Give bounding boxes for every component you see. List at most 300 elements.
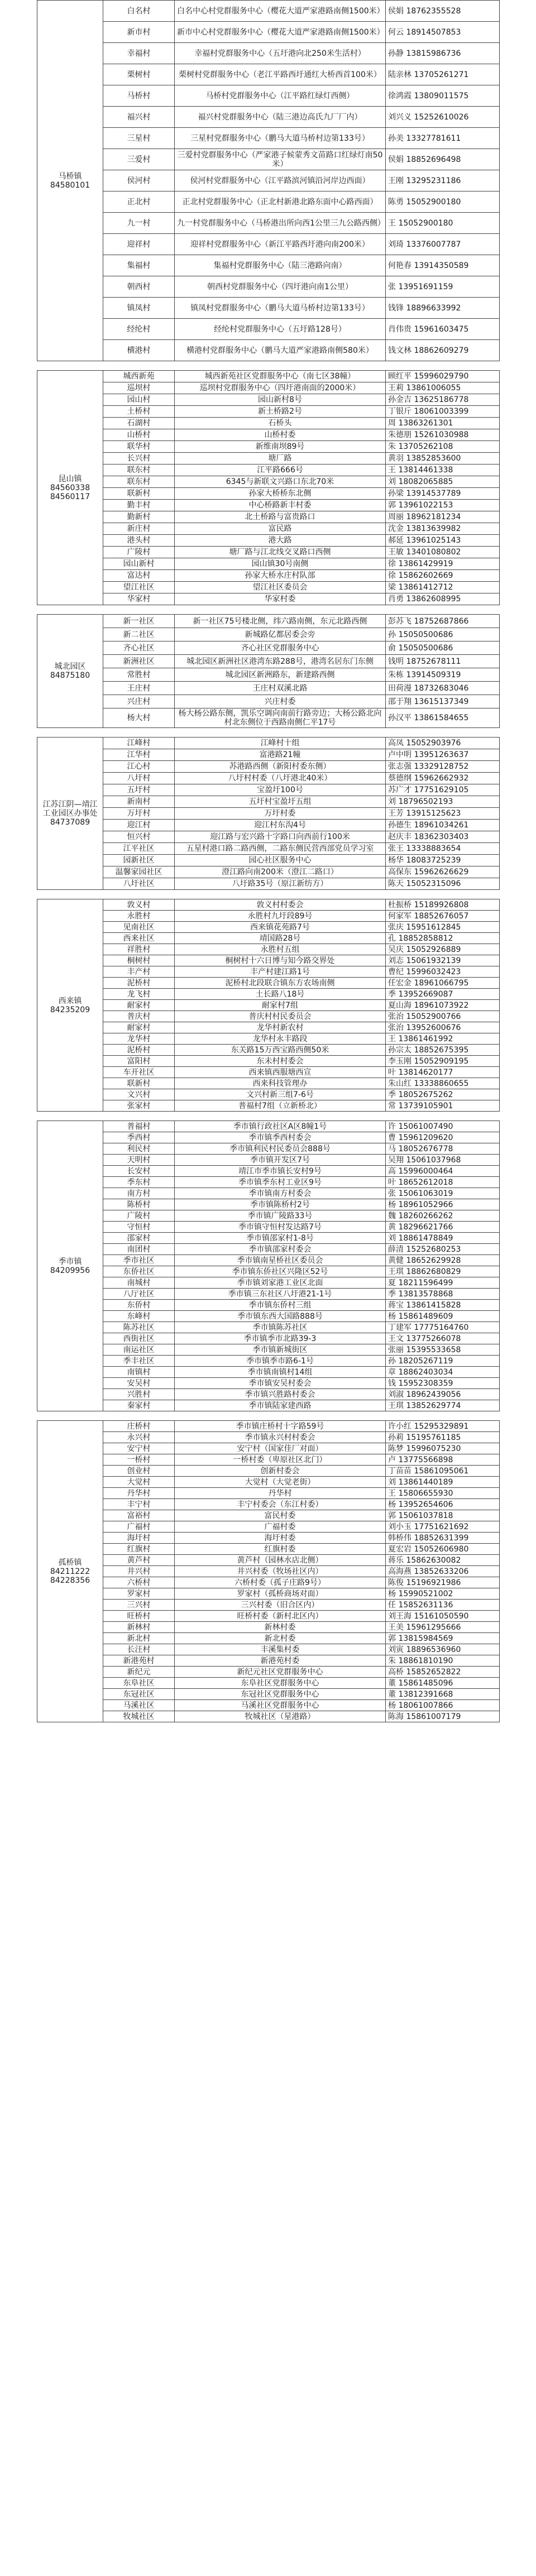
contact-phone: 刘小玉 17751621692: [386, 1521, 500, 1533]
table-row: [37, 382, 500, 394]
village-name: 旺桥村: [103, 1611, 175, 1622]
service-address: 季市镇东侨村三组: [175, 1300, 386, 1311]
contact-phone: 侯娟 18762355528: [386, 1, 500, 22]
contact-phone: 刘兴义 15252610026: [386, 107, 500, 128]
contact-phone: 吴庆 15052926889: [386, 944, 500, 955]
village-name: 江平社区: [103, 843, 175, 855]
village-name: 南运社区: [103, 1344, 175, 1356]
village-name: 永兴村: [103, 1432, 175, 1443]
contact-phone: 彭苏飞 18752687866: [386, 615, 500, 628]
table-row: [37, 1432, 500, 1443]
table-row: [37, 1655, 500, 1667]
village-name: 山桥村: [103, 429, 175, 441]
village-name: 祥胜村: [103, 944, 175, 955]
contact-phone: 陈梦 15996075230: [386, 1443, 500, 1454]
table-row: [37, 1322, 500, 1333]
service-address: 栗树村党群服务中心（老江平路西圩通红大桥西首100米）: [175, 64, 386, 85]
table-row: [37, 1622, 500, 1633]
section-table: [37, 737, 500, 890]
table-row: [37, 441, 500, 453]
service-address: 三爱村党群服务中心（严家港子候蒙秀文苗路口红绿灯南50米）: [175, 149, 386, 170]
service-address: 新纪元社区党群服务中心: [175, 1667, 386, 1678]
service-address: 耐家村7组: [175, 1000, 386, 1011]
table-row: [37, 593, 500, 605]
village-name: 三星村: [103, 128, 175, 149]
table-row: [37, 488, 500, 500]
village-name: 白名村: [103, 1, 175, 22]
village-name: 泥桥村: [103, 978, 175, 989]
service-address: 新北村委: [175, 1633, 386, 1644]
village-name: 海圩村: [103, 1533, 175, 1544]
service-address: 季市镇新城街区: [175, 1344, 386, 1356]
contact-phone: 任 15852631136: [386, 1600, 500, 1611]
village-name: 大觉村: [103, 1477, 175, 1488]
contact-phone: 高 15996000464: [386, 1166, 500, 1177]
service-address: 马桥村党群服务中心（江平路红绿灯西侧）: [175, 85, 386, 107]
village-name: 石湖村: [103, 418, 175, 429]
contact-phone: 刘寅 18896536960: [386, 1644, 500, 1655]
contact-phone: 周丽 18962181234: [386, 511, 500, 523]
table-row: [37, 1577, 500, 1588]
village-name: 望江社区: [103, 582, 175, 593]
service-address: 季市镇陆家建西路: [175, 1400, 386, 1411]
contact-phone: 常 13739105901: [386, 1100, 500, 1112]
contact-phone: 梁 13861412712: [386, 582, 500, 593]
contact-phone: 徐鸿霞 13809011575: [386, 85, 500, 107]
contact-phone: 杜振桥 15189926808: [386, 899, 500, 911]
contact-phone: 陈勇 15052900180: [386, 191, 500, 213]
service-address: 6345与新联文兴路口东北70米: [175, 476, 386, 488]
table-row: [37, 1356, 500, 1367]
section-table: [37, 1420, 500, 1722]
village-name: 富裕村: [103, 1510, 175, 1521]
service-address: 石桥头: [175, 418, 386, 429]
contact-phone: 顾红平 15996029790: [386, 371, 500, 382]
table-row: [37, 989, 500, 1000]
town-name: 季市镇: [58, 1257, 82, 1266]
section-gap: [37, 1411, 499, 1420]
village-name: 邵家村: [103, 1233, 175, 1244]
village-name: 普福村: [103, 1121, 175, 1132]
town-cell: [37, 1121, 103, 1411]
table-row: [37, 1078, 500, 1089]
contact-phone: 侯娟 18852696498: [386, 149, 500, 170]
village-name: 联新村: [103, 488, 175, 500]
service-address: 广福村委: [175, 1521, 386, 1533]
village-name: 八厅社区: [103, 1289, 175, 1300]
village-name: 广福村: [103, 1521, 175, 1533]
contact-phone: 郭 15061037818: [386, 1510, 500, 1521]
table-row: [37, 1344, 500, 1356]
table-row: [37, 1022, 500, 1033]
service-address: 季市镇三东社区八圩港21-1号: [175, 1289, 386, 1300]
village-name: 南团村: [103, 1244, 175, 1255]
service-address: 兴庄村委: [175, 695, 386, 708]
contact-phone: 苏广才 17751629105: [386, 784, 500, 796]
service-address: 新维南坝89号: [175, 441, 386, 453]
service-address: 澄江路向南200米（澄江二路口）: [175, 866, 386, 878]
town-phone: 84737089: [50, 818, 90, 827]
service-address: 季市镇邵家村1-8号: [175, 1233, 386, 1244]
contact-phone: 王琪 13852629774: [386, 1400, 500, 1411]
table-row: [37, 1045, 500, 1056]
contact-phone: 杨 13952654606: [386, 1499, 500, 1510]
village-name: 温馨家园社区: [103, 866, 175, 878]
contact-phone: 俞 15050500686: [386, 641, 500, 655]
service-address: 丰溪集村委: [175, 1644, 386, 1655]
village-name: 一桥村: [103, 1454, 175, 1466]
table-row: [37, 22, 500, 43]
service-address: 靖江市季市镇长安村9号: [175, 1166, 386, 1177]
contact-phone: 何艳春 13914350589: [386, 255, 500, 276]
village-name: 江峰村: [103, 738, 175, 749]
table-row: [37, 1155, 500, 1166]
contact-phone: 任宏金 18961066795: [386, 978, 500, 989]
contact-phone: 钱锋 18896633992: [386, 298, 500, 319]
village-name: 长兴村: [103, 453, 175, 465]
service-address: 靖国路28号: [175, 933, 386, 944]
contact-phone: 黄羽 13852853600: [386, 453, 500, 465]
village-name: 三兴村: [103, 1600, 175, 1611]
service-address: 王庄村双溪北路: [175, 682, 386, 695]
section-table: [37, 899, 500, 1112]
contact-phone: 王 15052900180: [386, 213, 500, 234]
service-address: 季市镇开发区7号: [175, 1155, 386, 1166]
contact-phone: 陈天 15052315096: [386, 878, 500, 890]
table-row: [37, 1533, 500, 1544]
table-row: [37, 831, 500, 843]
document-body: [37, 0, 499, 1722]
village-name: 庄桥村: [103, 1421, 175, 1432]
table-row: [37, 547, 500, 558]
section-gap: [37, 890, 499, 899]
service-address: 永胜村九圩段89号: [175, 911, 386, 922]
village-name: 永胜村: [103, 911, 175, 922]
table-row: [37, 708, 500, 728]
village-name: 兴庄村: [103, 695, 175, 708]
service-address: 塘厂路与江北线交叉路口西侧: [175, 547, 386, 558]
service-address: 中心桥路新丰村委: [175, 500, 386, 511]
table-row: [37, 808, 500, 820]
village-name: 八圩社区: [103, 878, 175, 890]
service-address: 三兴村委（旧合区内）: [175, 1600, 386, 1611]
village-name: 迎江村: [103, 820, 175, 831]
town-name: 马桥镇: [58, 171, 82, 181]
service-address: 新林村委: [175, 1622, 386, 1633]
table-row: [37, 64, 500, 85]
village-name: 耐家村: [103, 1022, 175, 1033]
contact-phone: 韩桥伟 18852631399: [386, 1533, 500, 1544]
service-address: 一桥村委（卑原社区北门）: [175, 1454, 386, 1466]
table-row: [37, 1454, 500, 1466]
contact-phone: 孔 18852858812: [386, 933, 500, 944]
table-row: [37, 1678, 500, 1689]
village-name: 牧城社区: [103, 1711, 175, 1722]
contact-phone: 赵庆丰 18362303403: [386, 831, 500, 843]
section-table: [37, 370, 500, 605]
contact-phone: 徐 15862602669: [386, 570, 500, 582]
table-row: [37, 1566, 500, 1577]
service-address: 北土桥路与富贵路口: [175, 511, 386, 523]
table-row: [37, 523, 500, 535]
contact-phone: 孙德生 18961034261: [386, 820, 500, 831]
contact-phone: 刘 18082065885: [386, 476, 500, 488]
section-gap: [37, 728, 499, 737]
service-address: 山桥村委: [175, 429, 386, 441]
contact-phone: 刘王海 15161050590: [386, 1611, 500, 1622]
contact-phone: 邵于翔 13615137349: [386, 695, 500, 708]
table-row: [37, 1477, 500, 1488]
contact-phone: 叶 13814620177: [386, 1067, 500, 1078]
service-address: 敦义村村委会: [175, 899, 386, 911]
village-name: 文兴村: [103, 1089, 175, 1100]
service-address: 城北园区新洲路东，新建路西侧: [175, 668, 386, 682]
village-name: 勤新村: [103, 511, 175, 523]
town-cell: [37, 899, 103, 1112]
table-row: [37, 1255, 500, 1266]
contact-phone: 叶 18652612018: [386, 1177, 500, 1188]
table-row: [37, 1222, 500, 1233]
service-address: 孙家大桥水庄村队部: [175, 570, 386, 582]
contact-phone: 黄 18296621766: [386, 1222, 500, 1233]
contact-phone: 孙莉 15195761185: [386, 1432, 500, 1443]
service-address: 季市镇季西村委会: [175, 1132, 386, 1143]
service-address: 普福村7组（立新桥北）: [175, 1100, 386, 1112]
service-address: 正北村党群服务中心（正北村新港北路东面中心路西面）: [175, 191, 386, 213]
table-row: [37, 978, 500, 989]
service-address: 季市镇南星桥社区委员会: [175, 1255, 386, 1266]
village-name: 联新村: [103, 1078, 175, 1089]
table-row: [37, 1633, 500, 1644]
town-phone: 84235209: [50, 1005, 90, 1014]
contact-phone: 卢 13775566898: [386, 1454, 500, 1466]
table-row: [37, 933, 500, 944]
contact-phone: 张王 13338883654: [386, 843, 500, 855]
service-address: 港大路: [175, 535, 386, 547]
contact-phone: 肖勇 13862608995: [386, 593, 500, 605]
village-name: 安吴村: [103, 1378, 175, 1389]
service-address: 文兴村新三组7-6号: [175, 1089, 386, 1100]
contact-phone: 高凤 15052903976: [386, 738, 500, 749]
table-row: [37, 1166, 500, 1177]
contact-phone: 薛清 15252680253: [386, 1244, 500, 1255]
service-address: 新土桥路2号: [175, 406, 386, 418]
village-name: 新洲社区: [103, 655, 175, 668]
table-row: [37, 1588, 500, 1600]
contact-phone: 王莉 13861006055: [386, 382, 500, 394]
town-cell: [37, 1, 103, 361]
table-row: [37, 107, 500, 128]
contact-phone: 朱 13705262108: [386, 441, 500, 453]
contact-phone: 张 15061063019: [386, 1188, 500, 1199]
town-phone: 84209956: [50, 1266, 90, 1275]
table-row: [37, 1233, 500, 1244]
table-row: [37, 668, 500, 682]
table-row: [37, 319, 500, 340]
contact-phone: 朱山红 13338860655: [386, 1078, 500, 1089]
service-address: 园山新村8号: [175, 394, 386, 406]
contact-phone: 孙 18205267119: [386, 1356, 500, 1367]
table-row: [37, 749, 500, 761]
table-row: [37, 615, 500, 628]
contact-phone: 孙静 13815986736: [386, 43, 500, 64]
service-address: 季市镇刘家港工业区北面: [175, 1277, 386, 1289]
contact-phone: 蒋乐 15862630082: [386, 1555, 500, 1566]
table-row: [37, 1056, 500, 1067]
service-address: 富民村委: [175, 1510, 386, 1521]
table-row: [37, 213, 500, 234]
table-row: [37, 1277, 500, 1289]
contact-phone: 钱 15952308359: [386, 1378, 500, 1389]
service-address: 季市镇庄桥村十字路59号: [175, 1421, 386, 1432]
table-row: [37, 1488, 500, 1499]
service-address: 五圩村宝盈圩五组: [175, 796, 386, 808]
contact-phone: 吴翔 15061037968: [386, 1155, 500, 1166]
village-name: 罗家村: [103, 1588, 175, 1600]
village-name: 迎祥村: [103, 234, 175, 255]
village-name: 陈桥村: [103, 1199, 175, 1210]
village-name: 新庄村: [103, 523, 175, 535]
contact-phone: 曹 15961209620: [386, 1132, 500, 1143]
table-row: [37, 1000, 500, 1011]
table-row: [37, 429, 500, 441]
table-row: [37, 1100, 500, 1112]
village-name: 常胜村: [103, 668, 175, 682]
village-name: 江华村: [103, 749, 175, 761]
service-address: 新城路亿都居委会旁: [175, 628, 386, 641]
table-row: [37, 1333, 500, 1344]
village-name: 华家村: [103, 593, 175, 605]
service-address: 桐树村十六日博与知今路交界处: [175, 955, 386, 966]
village-name: 福兴村: [103, 107, 175, 128]
village-name: 朝西村: [103, 276, 175, 298]
table-row: [37, 1611, 500, 1622]
contact-phone: 孙梁 13914537789: [386, 488, 500, 500]
service-address: 季市镇东侨社区兴隆区52号: [175, 1266, 386, 1277]
section-gap: [37, 605, 499, 614]
contact-phone: 高桥 15852652822: [386, 1667, 500, 1678]
village-name: 富达村: [103, 570, 175, 582]
service-address: 九一村党群服务中心（马桥港出所向西1公里三九公路西侧）: [175, 213, 386, 234]
contact-phone: 许小红 15295329891: [386, 1421, 500, 1432]
service-address: 黄芦村（园林水店北侧）: [175, 1555, 386, 1566]
village-name: 泥桥村: [103, 1045, 175, 1056]
village-name: 季东村: [103, 1177, 175, 1188]
service-address: 幸福村党群服务中心（五圩港向北250米生活村）: [175, 43, 386, 64]
village-name: 季丰社区: [103, 1356, 175, 1367]
service-address: 城北园区新洲社区港湾东路288号，港湾名居东门东侧: [175, 655, 386, 668]
town-phone: 84580101: [50, 180, 90, 190]
contact-phone: 钱文林 18862609279: [386, 340, 500, 361]
village-name: 栗树村: [103, 64, 175, 85]
service-address: 迎江路与宏兴路十字路口向西前行100米: [175, 831, 386, 843]
service-address: 安宁村（国家佳厂对面）: [175, 1443, 386, 1454]
table-row: [37, 1311, 500, 1322]
service-address: 龙华村新农村: [175, 1022, 386, 1033]
contact-phone: 杨华 18083725239: [386, 855, 500, 866]
village-name: 三爱村: [103, 149, 175, 170]
contact-phone: 刘志 15061932139: [386, 955, 500, 966]
village-name: 六桥村: [103, 1577, 175, 1588]
contact-phone: 王敏 13401080802: [386, 547, 500, 558]
village-name: 黄芦村: [103, 1555, 175, 1566]
service-address: 横港村党群服务中心（鹏马大道严家港路南侧580米）: [175, 340, 386, 361]
village-name: 新林村: [103, 1622, 175, 1633]
service-address: 苏港路西侧（新阳村委东侧）: [175, 761, 386, 773]
table-row: [37, 1143, 500, 1155]
village-name: 新二社区: [103, 628, 175, 641]
village-name: 丹华村: [103, 1488, 175, 1499]
village-name: 园山村: [103, 394, 175, 406]
village-name: 丰产村: [103, 966, 175, 978]
contact-phone: 郭 13815984569: [386, 1633, 500, 1644]
contact-phone: 孙宗太 18852675395: [386, 1045, 500, 1056]
village-name: 南方村: [103, 1188, 175, 1199]
service-address: 白名中心村党群服务中心（樱花大道严家港路南侧1500米）: [175, 1, 386, 22]
service-address: 迎祥村党群服务中心（新江平路西圩港向南200米）: [175, 234, 386, 255]
table-row: [37, 1389, 500, 1400]
service-address: 季市镇陈苏社区: [175, 1322, 386, 1333]
village-name: 新纪元: [103, 1667, 175, 1678]
table-row: [37, 128, 500, 149]
table-row: [37, 255, 500, 276]
table-row: [37, 966, 500, 978]
village-name: 杨大村: [103, 708, 175, 728]
town-phone: 84875180: [50, 671, 90, 680]
table-row: [37, 453, 500, 465]
contact-phone: 王芳 13915125623: [386, 808, 500, 820]
village-name: 东冠社区: [103, 1689, 175, 1700]
village-name: 正北村: [103, 191, 175, 213]
service-address: 季市镇季市路6-1号: [175, 1356, 386, 1367]
contact-phone: 孙汉平 13861584655: [386, 708, 500, 728]
village-name: 新一社区: [103, 615, 175, 628]
village-name: 西来社区: [103, 933, 175, 944]
contact-phone: 黄健 18652629928: [386, 1255, 500, 1266]
table-row: [37, 1033, 500, 1045]
table-row: [37, 1378, 500, 1389]
service-address: 富港路21幢: [175, 749, 386, 761]
service-address: 新港苑村委: [175, 1655, 386, 1667]
table-row: [37, 820, 500, 831]
contact-phone: 刘 18796502193: [386, 796, 500, 808]
contact-phone: 曹纪 15996032423: [386, 966, 500, 978]
town-name: 昆山镇: [58, 474, 82, 483]
contact-phone: 张志强 13329128752: [386, 761, 500, 773]
table-row: [37, 899, 500, 911]
village-name: 安宁村: [103, 1443, 175, 1454]
table-row: [37, 1011, 500, 1022]
town-phone: 84211222 84228356: [50, 1567, 90, 1585]
service-address: 富民路: [175, 523, 386, 535]
table-row: [37, 1644, 500, 1655]
contact-phone: 朱 18861810190: [386, 1655, 500, 1667]
table-row: [37, 85, 500, 107]
table-row: [37, 1367, 500, 1378]
table-row: [37, 761, 500, 773]
contact-phone: 夏宏岩 15052606980: [386, 1544, 500, 1555]
village-name: 耐家村: [103, 1000, 175, 1011]
service-address: 东关路15万西宝路西侧50米: [175, 1045, 386, 1056]
contact-phone: 夏 18211596499: [386, 1277, 500, 1289]
village-name: 新南村: [103, 796, 175, 808]
service-address: 江平路666号: [175, 465, 386, 476]
village-name: 江心村: [103, 761, 175, 773]
table-row: [37, 394, 500, 406]
service-address: 五星村港口路二路西侧，二路东侧民营西部党员学习室: [175, 843, 386, 855]
contact-phone: 张庆 15951612845: [386, 922, 500, 933]
village-name: 车开社区: [103, 1067, 175, 1078]
